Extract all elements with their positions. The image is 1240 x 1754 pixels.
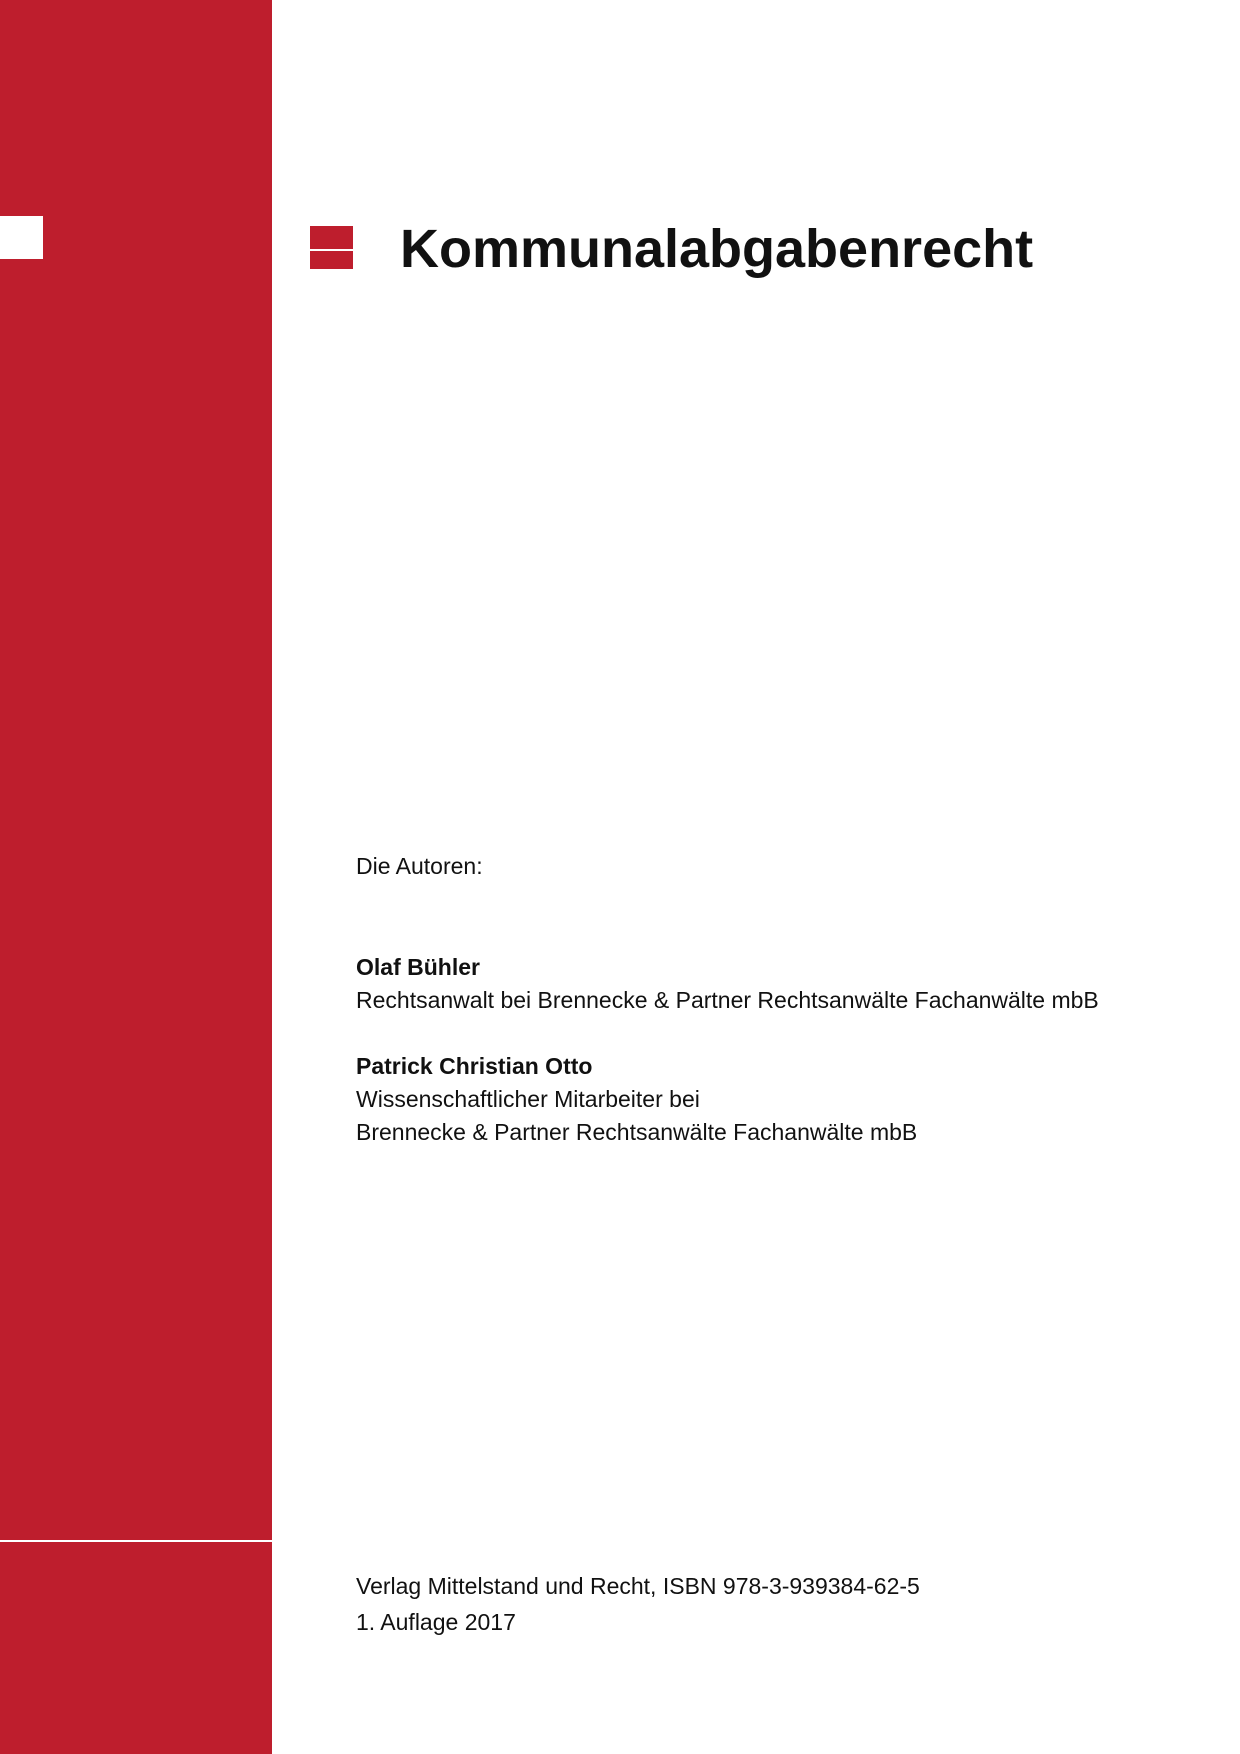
side-band-notch [0, 216, 43, 259]
author-name: Olaf Bühler [356, 954, 480, 980]
author-entry [356, 1050, 1216, 1149]
publisher-isbn: Verlag Mittelstand und Recht, ISBN 978-3-939384-62-5 [356, 1573, 920, 1599]
title-square-mark-icon [310, 226, 353, 269]
authors-heading: Die Autoren: [356, 853, 483, 879]
side-band-divider [0, 1540, 272, 1542]
side-color-band [0, 0, 272, 1754]
authors-section [356, 850, 1216, 1182]
author-affiliation: Rechtsanwalt bei Brennecke & Partner Rechtsanwälte Fachanwälte mbB [356, 987, 1099, 1013]
document-title: Kommunalabgabenrecht [400, 219, 1034, 279]
author-entry [356, 951, 1216, 1017]
author-affiliation: Brennecke & Partner Rechtsanwälte Fachanwälte mbB [356, 1119, 918, 1145]
title-mark-stripe [310, 249, 353, 251]
imprint-section [356, 1568, 920, 1640]
author-affiliation: Wissenschaftlicher Mitarbeiter bei [356, 1086, 700, 1112]
edition-line: 1. Auflage 2017 [356, 1609, 516, 1635]
author-name: Patrick Christian Otto [356, 1053, 593, 1079]
